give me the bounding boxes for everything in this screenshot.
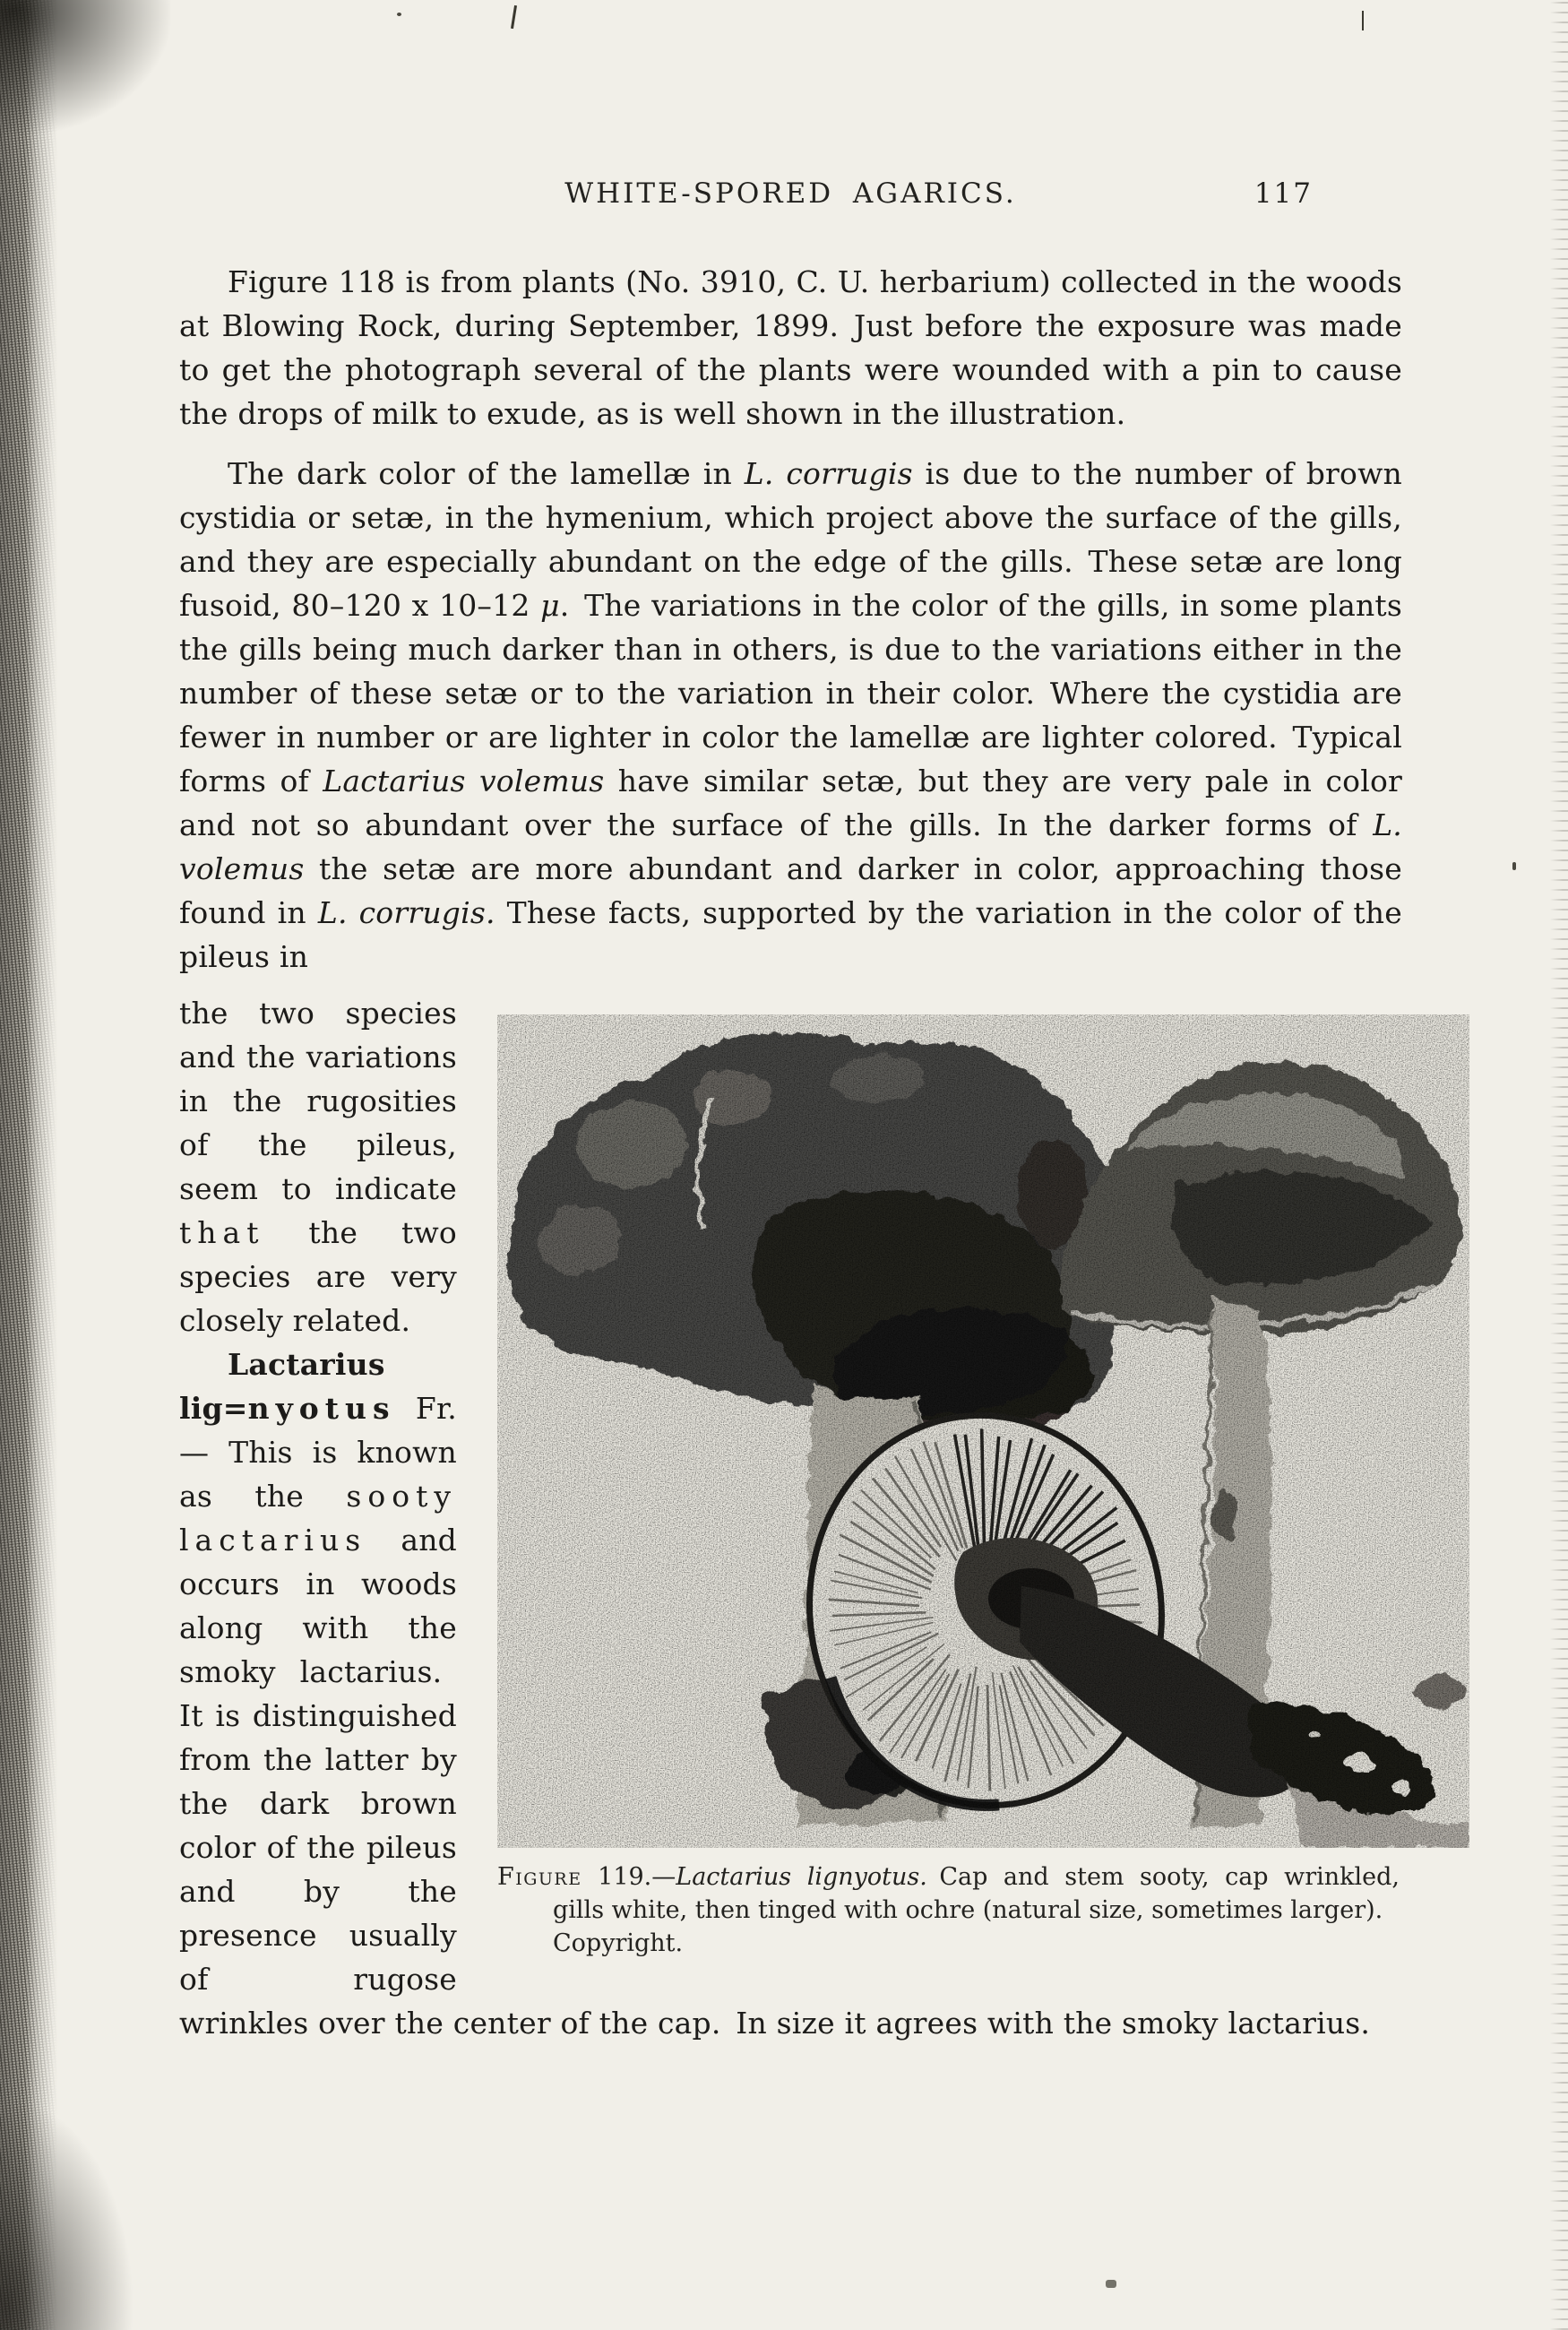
figure-119 bbox=[497, 1014, 1469, 1960]
page-number: 117 bbox=[1254, 177, 1313, 210]
paragraph-lactarius-lignyotus: Lactarius lig=nyotus Fr. — This is known as the sooty lactarius and occurs in woods along with the smoky lactarius. It is distinguished from the latter by the dark brown color of the pileus and by the presence usually of rugose wrinkles over the center of the cap. In size it agrees with the smoky lactarius. bbox=[179, 1347, 1371, 2041]
paragraph-two-species: the two species and the variations in the rugosities of the pileus, seem to indicate that the two species are very closely related. bbox=[179, 996, 457, 1338]
photo-grain-overlay bbox=[497, 1014, 1469, 1848]
scan-corner-noise-top-left bbox=[0, 0, 170, 134]
paragraph-figure-118: Figure 118 is from plants (No. 3910, C. U. herbarium) collected in the woods at Blowing Rock, during September, 1899. Just before the exposure was made to get the photograph several of the plants were wounded with a pin to cause the drops of milk to exude, as is well shown in the illustration. bbox=[179, 264, 1402, 431]
figure-caption bbox=[497, 1860, 1469, 1960]
figure-copyright: Copyright. bbox=[553, 1929, 684, 1957]
running-header bbox=[179, 177, 1402, 217]
scan-speckle bbox=[1512, 862, 1516, 870]
wrapped-section bbox=[179, 991, 1402, 2045]
figure-caption-text: Figure 119.—Lactarius lignyotus. Cap and stem sooty, cap wrinkled, gills white, then tinged with ochre (natural size, sometimes larger). bbox=[497, 1863, 1400, 1924]
scan-edge-noise-left bbox=[0, 0, 59, 2330]
text-block bbox=[179, 0, 1402, 2045]
scan-edge-noise-right bbox=[1550, 0, 1568, 2330]
page-title: WHITE-SPORED AGARICS. bbox=[564, 177, 1017, 210]
mushroom-photograph bbox=[497, 1014, 1469, 1848]
scan-corner-noise-bottom-left bbox=[0, 2097, 134, 2330]
scan-smudge bbox=[1106, 2280, 1116, 2288]
paragraph-lamellae: The dark color of the lamellæ in L. corrugis is due to the number of brown cystidia or setæ, in the hymenium, which project above the surface of the gills, and they are especially abundant on the edge of the gills. These setæ are long fusoid, 80–120 x 10–12 μ. The variations in the color of the gills, in some plants the gills being much darker than in others, is due to the variations either in the number of these setæ or to the variation in their color. Where the cystidia are fewer in number or are lighter in color the lamellæ are lighter colored. Typical forms of Lactarius volemus have similar setæ, but they are very pale in color and not so abundant over the surface of the gills. In the darker forms of L. volemus the setæ are more abundant and darker in color, approaching those found in L. corrugis. These facts, supported by the variation in the color of the pileus in bbox=[179, 456, 1402, 974]
